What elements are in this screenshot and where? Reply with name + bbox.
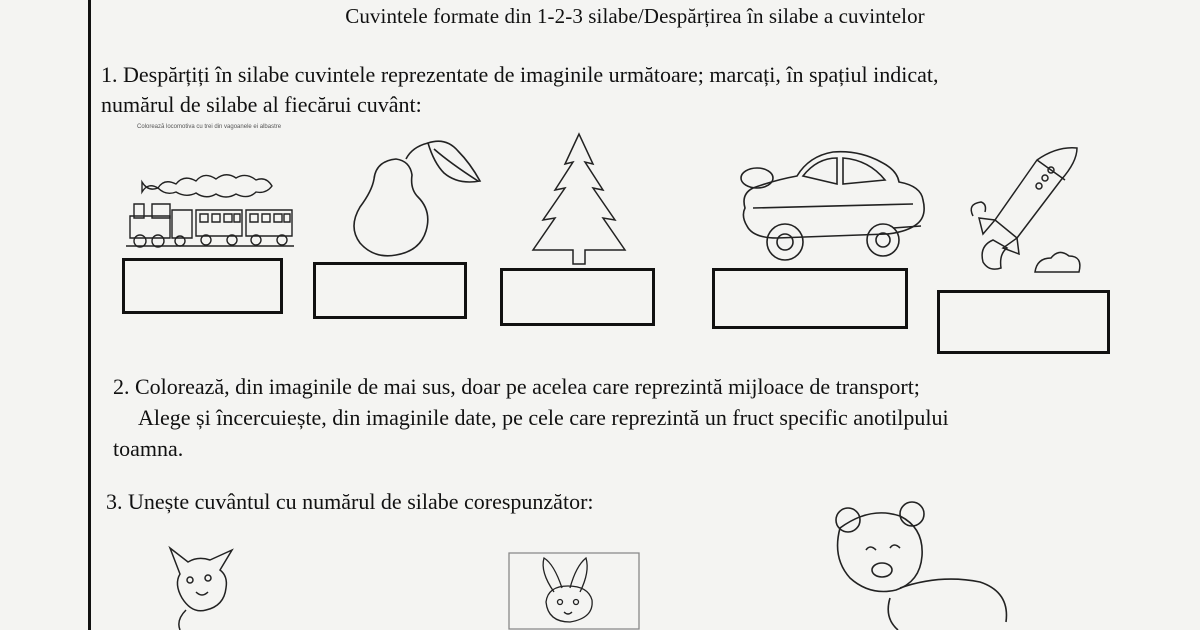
answer-box-fir-tree[interactable] bbox=[500, 268, 655, 326]
bear-icon bbox=[830, 498, 1010, 630]
task-2-line-1: 2. Colorează, din imaginile de mai sus, doar pe acelea care reprezintă mijloace de transport; bbox=[113, 374, 920, 399]
rabbit-icon bbox=[508, 552, 640, 630]
rocket-icon bbox=[965, 140, 1085, 285]
answer-box-car[interactable] bbox=[712, 268, 908, 329]
train-icon bbox=[122, 158, 297, 250]
car-icon bbox=[733, 148, 928, 270]
task-1-line-1: 1. Despărțiți în silabe cuvintele reprezentate de imaginile următoare; marcați, în spațiul indicat, bbox=[101, 62, 939, 87]
worksheet-title: Cuvintele formate din 1-2-3 silabe/Despărțirea în silabe a cuvintelor bbox=[345, 4, 925, 28]
task-2-instruction bbox=[113, 371, 1173, 464]
task-1-instruction bbox=[101, 60, 1191, 120]
fox-icon bbox=[150, 540, 250, 630]
answer-box-pear[interactable] bbox=[313, 262, 467, 319]
task-3-instruction: 3. Unește cuvântul cu numărul de silabe corespunzător: bbox=[106, 489, 594, 514]
pear-icon bbox=[348, 135, 488, 257]
fir-tree-icon bbox=[529, 130, 629, 270]
answer-box-train[interactable] bbox=[122, 258, 283, 314]
task-2-line-2: Alege și încercuiește, din imaginile date, pe cele care reprezintă un fruct specific anotilpului bbox=[138, 405, 949, 430]
task-2-line-3: toamna. bbox=[113, 436, 184, 461]
picture-caption: Colorează locomotiva cu trei din vagoanele ei albastre bbox=[137, 124, 282, 130]
answer-box-rocket[interactable] bbox=[937, 290, 1110, 354]
page-margin-line bbox=[88, 0, 91, 630]
task-1-line-2: numărul de silabe al fiecărui cuvânt: bbox=[101, 92, 422, 117]
